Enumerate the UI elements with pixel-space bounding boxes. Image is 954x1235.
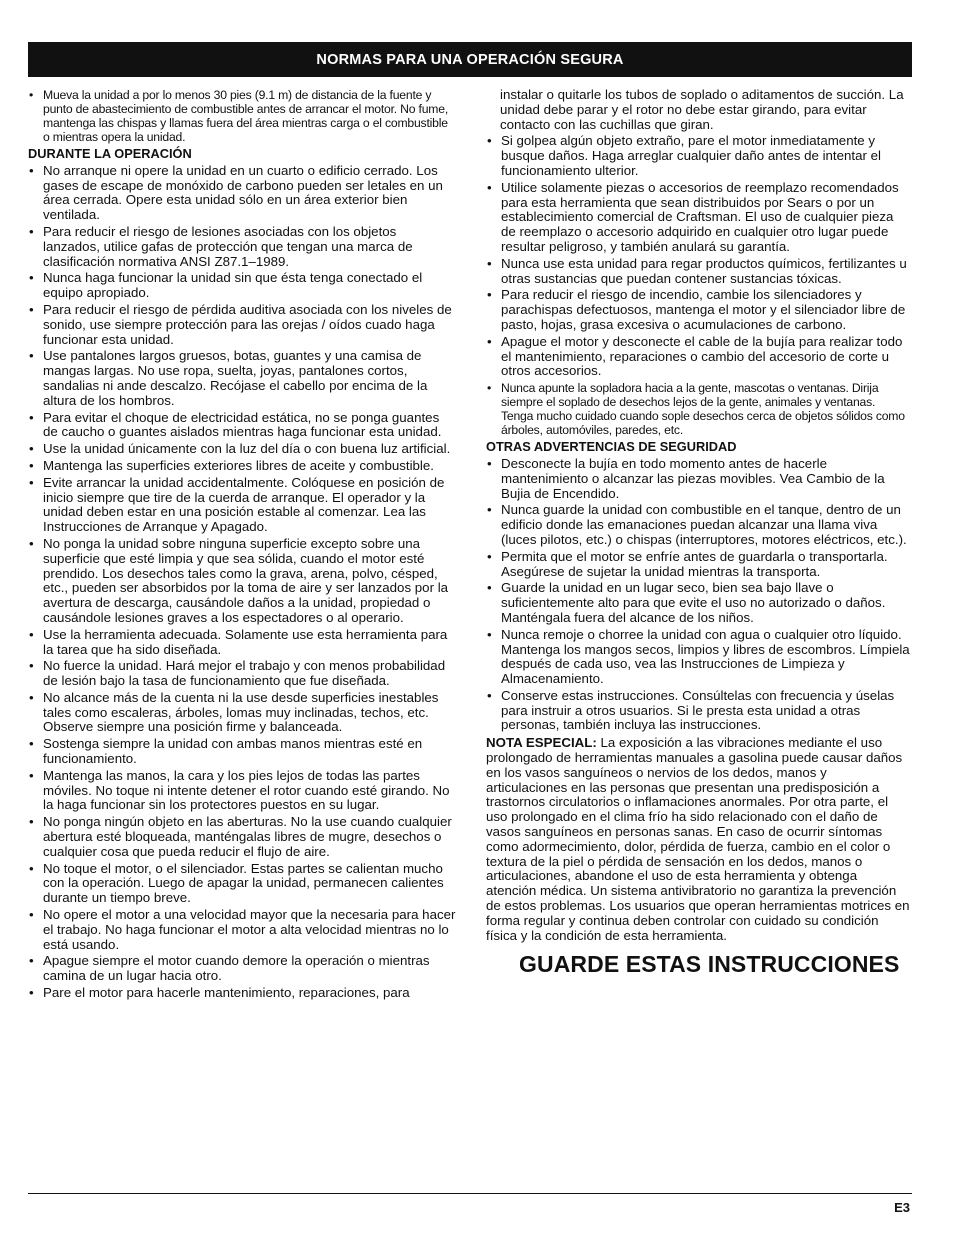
list-item: • Nunca remoje o chorree la unidad con agua o cualquier otro líquido. Mantenga los mangos secos, limpios y libres de escombros. Límpiela después de cada uso, vea las Instrucciones de Limpieza y Almacenamiento. [486,628,910,687]
list-item: • Pare el motor para hacerle mantenimiento, reparaciones, para [28,986,456,1001]
list-item: • Nunca use esta unidad para regar productos químicos, fertilizantes u otras sustancias que puedan contener sustancias tóxicas. [486,257,910,287]
section-heading-otras: OTRAS ADVERTENCIAS DE SEGURIDAD [486,439,737,455]
left-column [28,88,456,1003]
list-item: • No fuerce la unidad. Hará mejor el trabajo y con menos probabilidad de lesión bajo la tasa de funcionamiento que fue diseñada. [28,659,456,689]
list-item: • No ponga la unidad sobre ninguna superficie excepto sobre una superficie que esté limpia y que sea sólida, cuando el motor esté prendido. Los desechos tales como la grava, arena, polvo, césped, etc., pueden ser absorbidos por la toma de aire y ser lanzados por la avertura de descarga, causándole daños a la unidad, propiedad o causándole lesiones graves a los espectadores o al operario. [28,537,456,626]
list-item: • Apague el motor y desconecte el cable de la bujía para realizar todo el mantenimiento, reparaciones o cambio del accesorio de corte u otros accesorios. [486,335,910,379]
list-item: • Apague siempre el motor cuando demore la operación o mientras camina de un lugar hacia otro. [28,954,456,984]
list-item: • Para reducir el riesgo de pérdida auditiva asociada con los niveles de sonido, use siempre protección para las orejas / oídos cuado haga funcionar esta unidad. [28,303,456,347]
list-item: • Utilice solamente piezas o accesorios de reemplazo recomendados para esta herramienta que sean distribuidos por Sears o por un establecimiento comercial de Craftsman. El uso de cualquier pieza de reemplazo o accesorio adquirido en cualquier otro lugar puede resultar peligroso, y también anulará su garantía. [486,181,910,255]
list-item: • Conserve estas instrucciones. Consúltelas con frecuencia y úselas para instruir a otros usuarios. Si le presta esta unidad a otras personas, también incluya las instrucciones. [486,689,910,733]
list-item: • No opere el motor a una velocidad mayor que la necesaria para hacer el trabajo. No haga funcionar el motor a alta velocidad mientras no lo está usando. [28,908,456,952]
other-warnings-list [486,457,910,733]
special-note-label: NOTA ESPECIAL: [486,735,597,751]
list-item: • No toque el motor, o el silenciador. Estas partes se calientan mucho con la operación. Luego de apagar la unidad, permanecen calientes durante un tiempo breve. [28,862,456,906]
intro-list [28,88,456,144]
list-item-continuation: instalar o quitarle los tubos de soplado o aditamentos de succión. La unidad debe parar y el rotor no debe estar girando, para evitar contacto con las cuchillas que giran. [500,87,904,132]
list-item: • Para reducir el riesgo de incendio, cambie los silenciadores y parachispas defectuosos, mantenga el motor y el silenciador libre de pasto, hojas, grasa excesiva o acumulaciones de carbono. [486,288,910,332]
list-item: • Para reducir el riesgo de lesiones asociadas con los objetos lanzados, utilice gafas de protección que tengan una marca de clasificación normativa ANSI Z87.1–1989. [28,225,456,269]
list-item: • Evite arrancar la unidad accidentalmente. Colóquese en posición de inicio siempre que tire de la cuerda de arranque. El operador y la unidad deben estar en una posición estable al comenzar. Lea las Instrucciones de Arranque y Apagado. [28,476,456,535]
operation-list [28,164,456,1001]
list-item: • Mantenga las superficies exteriores libres de aceite y combustible. [28,459,456,474]
right-column [486,87,910,978]
list-item: • Use la unidad únicamente con la luz del día o con buena luz artificial. [28,442,456,457]
section-header-bar [28,42,912,77]
list-item: • Permita que el motor se enfríe antes de guardarla o transportarla. Asegúrese de sujetar la unidad mientras la transporta. [486,550,910,580]
section-heading-durante: DURANTE LA OPERACIÓN [28,146,192,161]
list-item: • No alcance más de la cuenta ni la use desde superficies inestables tales como escaleras, árboles, lomas muy inclinadas, techos, etc. Observe siempre una posición firme y balanceada. [28,691,456,735]
special-note [486,736,910,943]
page-number: E3 [894,1200,910,1215]
list-item: • Desconecte la bujía en todo momento antes de hacerle mantenimiento o alcanzar las piezas movibles. Vea Cambio de la Bujia de Encendido. [486,457,910,501]
list-item: • Mantenga las manos, la cara y los pies lejos de todas las partes móviles. No toque ni intente detener el rotor cuando esté girando. No la haga funcionar sin los protectores puestos en su lugar. [28,769,456,813]
list-item: • Si golpea algún objeto extraño, pare el motor inmediatamente y busque daños. Haga arreglar cualquier daño antes de intentar el funcionamiento ulterior. [486,134,910,178]
closing-title: GUARDE ESTAS INSTRUCCIONES [519,951,900,978]
special-note-text: La exposición a las vibraciones mediante el uso prolongado de herramientas manuales a gasolina puede causar daños en los vasos sanguíneos o nervios de los dedos, manos y articulaciones en las personas que presentan una predisposición a trastornos circulatorios o inflamaciones anormales. Por otra parte, el uso prolongado en el clima frío ha sido relacionado con el daño de vasos sanguíneos en personas sanas. En caso de ocurrir síntomas como adormecimiento, dolor, pérdida de fuerza, cambio en el color o textura de la piel o pérdida de sensación en los dedos, manos o articulaciones, abandone el uso de esta herramienta y obtenga atención médica. Un sistema antivibratorio no garantiza la prevención de estos problemas. Los usuarios que operan herramientas motrices en forma regular y continua deben controlar con cuidado su condición física y la condición de esta herramienta. [486,735,910,943]
list-item: • Nunca haga funcionar la unidad sin que ésta tenga conectado el equipo apropiado. [28,271,456,301]
footer-divider [28,1193,912,1194]
list-item: • No arranque ni opere la unidad en un cuarto o edificio cerrado. Los gases de escape de monóxido de carbono pueden ser letales en un área cerrada. Opere esta unidad sólo en un área exterior bien ventilada. [28,164,456,223]
list-item: • Nunca apunte la sopladora hacia a la gente, mascotas o ventanas. Dirija siempre el soplado de desechos lejos de la gente, animales y ventanas. Tenga mucho cuidado cuando sople desechos cerca de objetos sólidos como árboles, automóviles, paredes, etc. [486,381,910,437]
list-item: • Guarde la unidad en un lugar seco, bien sea bajo llave o suficientemente alto para que evite el uso no autorizado o daños. Manténgala fuera del alcance de los niños. [486,581,910,625]
list-item: • Use la herramienta adecuada. Solamente use esta herramienta para la tarea que ha sido diseñada. [28,628,456,658]
continued-list [486,88,910,437]
list-item: • No ponga ningún objeto en las aberturas. No la use cuando cualquier abertura esté bloqueada, manténgalas libres de mugre, desechos o cualquier cosa que pueda reducir el flujo de aire. [28,815,456,859]
list-item: • Use pantalones largos gruesos, botas, guantes y una camisa de mangas largas. No use ropa, suelta, joyas, pantalones cortos, sandalias ni ande descalzo. Recójase el cabello por encima de la altura de los hombros. [28,349,456,408]
list-item: • Nunca guarde la unidad con combustible en el tanque, dentro de un edificio donde las emanaciones puedan alcanzar una llama viva (luces pilotos, etc.) o chispas (interruptores, motores eléctricos, etc.). [486,503,910,547]
list-item: • Mueva la unidad a por lo menos 30 pies (9.1 m) de distancia de la fuente y punto de abastecimiento de combustible antes de arrancar el motor. No fume, mantenga las chispas y llamas fuera del área mientras carga o el combustible o mientras opera la unidad. [28,88,456,144]
list-item: • Sostenga siempre la unidad con ambas manos mientras esté en funcionamiento. [28,737,456,767]
list-item: • Para evitar el choque de electricidad estática, no se ponga guantes de caucho o guantes aislados mientras haga funcionar esta unidad. [28,411,456,441]
section-title: NORMAS PARA UNA OPERACIÓN SEGURA [316,51,624,68]
